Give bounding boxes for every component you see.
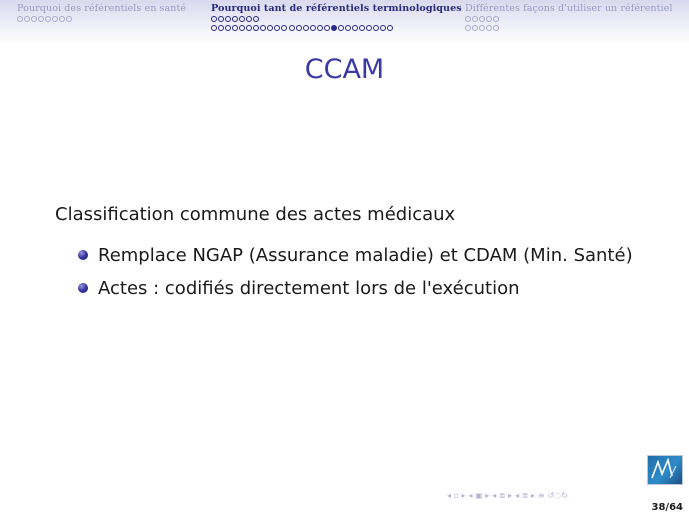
nav-frame-dot[interactable] bbox=[479, 25, 485, 31]
nav-frame-dot[interactable] bbox=[289, 25, 295, 31]
intro-text: Classification commune des actes médicaux bbox=[55, 204, 456, 225]
nav-frame-dot[interactable] bbox=[45, 16, 51, 22]
nav-dots-row bbox=[17, 16, 186, 24]
nav-frame-dot[interactable] bbox=[387, 25, 393, 31]
nav-section-title[interactable]: Différentes façons d'utiliser un référentiel bbox=[465, 3, 673, 14]
nav-frame-dot[interactable] bbox=[338, 25, 344, 31]
nav-frame-dot[interactable] bbox=[31, 16, 37, 22]
nav-prev-section-icon[interactable]: ◂ ≣ ▸ bbox=[515, 490, 535, 500]
slide-title: CCAM bbox=[304, 54, 385, 85]
nav-frame-dot[interactable] bbox=[274, 25, 280, 31]
nav-frame-dot[interactable] bbox=[211, 25, 217, 31]
nav-frame-dot[interactable] bbox=[373, 25, 379, 31]
nav-frame-dot[interactable] bbox=[211, 16, 217, 22]
nav-frame-dot[interactable] bbox=[324, 25, 330, 31]
nav-frame-dot[interactable] bbox=[296, 25, 302, 31]
nav-frame-dot[interactable] bbox=[472, 16, 478, 22]
nav-frame-dot[interactable] bbox=[493, 16, 499, 22]
nav-section-pourquoi-referentiels[interactable] bbox=[17, 3, 186, 24]
nav-frame-dot[interactable] bbox=[352, 25, 358, 31]
nav-frame-dot[interactable] bbox=[225, 16, 231, 22]
bullet-ball-icon bbox=[78, 250, 88, 260]
nav-frame-dot[interactable] bbox=[486, 16, 492, 22]
bullet-list bbox=[78, 243, 638, 309]
nav-search-icon[interactable]: ↺◌↻ bbox=[547, 490, 568, 500]
nav-frame-dot[interactable] bbox=[493, 25, 499, 31]
nav-frame-dot[interactable] bbox=[239, 16, 245, 22]
bullet-text: Remplace NGAP (Assurance maladie) et CDAM (Min. Santé) bbox=[98, 245, 633, 266]
nav-dots-row bbox=[465, 16, 673, 24]
nav-dots-row bbox=[211, 16, 462, 24]
nav-frame-dot[interactable] bbox=[465, 25, 471, 31]
nav-frame-dot[interactable] bbox=[232, 16, 238, 22]
nav-frame-dot[interactable] bbox=[253, 25, 259, 31]
logo-emblem-icon bbox=[648, 456, 682, 484]
nav-frame-dot[interactable] bbox=[59, 16, 65, 22]
nav-frame-dot[interactable] bbox=[486, 25, 492, 31]
nav-prev-frame-icon[interactable]: ◂ ▣ ▸ bbox=[468, 490, 490, 500]
nav-frame-dot[interactable] bbox=[38, 16, 44, 22]
nav-frame-dot[interactable] bbox=[366, 25, 372, 31]
nav-section-pourquoi-tant[interactable] bbox=[211, 3, 462, 33]
nav-frame-dot[interactable] bbox=[479, 16, 485, 22]
nav-align-icon[interactable]: ≡ bbox=[537, 490, 545, 500]
nav-prev-subsection-icon[interactable]: ◂ ≣ ▸ bbox=[492, 490, 513, 500]
nav-first-icon[interactable]: ◂ ▫ ▸ bbox=[447, 490, 466, 500]
nav-frame-dot[interactable] bbox=[260, 25, 266, 31]
nav-frame-dot[interactable] bbox=[52, 16, 58, 22]
nav-section-title[interactable]: Pourquoi tant de référentiels terminologiques bbox=[211, 3, 462, 14]
nav-section-title[interactable]: Pourquoi des référentiels en santé bbox=[17, 3, 187, 14]
nav-frame-dot[interactable] bbox=[303, 25, 309, 31]
nav-section-differentes-facons[interactable] bbox=[465, 3, 673, 33]
nav-frame-dot[interactable] bbox=[253, 16, 259, 22]
institution-logo-icon bbox=[647, 455, 683, 485]
nav-frame-dot[interactable] bbox=[317, 25, 323, 31]
nav-dots-row bbox=[211, 25, 462, 33]
page-number: 38/64 bbox=[651, 502, 683, 513]
bullet-text: Actes : codifiés directement lors de l'exécution bbox=[98, 278, 520, 299]
nav-frame-dot[interactable] bbox=[246, 25, 252, 31]
nav-frame-dot[interactable] bbox=[17, 16, 23, 22]
nav-frame-dot[interactable] bbox=[225, 25, 231, 31]
nav-frame-dot[interactable] bbox=[310, 25, 316, 31]
nav-frame-dot[interactable] bbox=[232, 25, 238, 31]
nav-frame-dot[interactable] bbox=[345, 25, 351, 31]
nav-frame-dot[interactable] bbox=[359, 25, 365, 31]
nav-frame-dot[interactable] bbox=[472, 25, 478, 31]
nav-frame-dot[interactable] bbox=[239, 25, 245, 31]
bullet-item bbox=[78, 276, 638, 301]
beamer-navigation-symbols bbox=[447, 490, 687, 500]
navigation-header bbox=[0, 0, 689, 44]
nav-frame-dot[interactable] bbox=[465, 16, 471, 22]
nav-frame-dot[interactable] bbox=[331, 25, 337, 31]
nav-frame-dot[interactable] bbox=[66, 16, 72, 22]
nav-frame-dot[interactable] bbox=[24, 16, 30, 22]
bullet-item bbox=[78, 243, 638, 268]
nav-frame-dot[interactable] bbox=[218, 25, 224, 31]
nav-dots-row bbox=[465, 25, 673, 33]
bullet-ball-icon bbox=[78, 283, 88, 293]
nav-frame-dot[interactable] bbox=[281, 25, 287, 31]
nav-frame-dot[interactable] bbox=[218, 16, 224, 22]
nav-frame-dot[interactable] bbox=[246, 16, 252, 22]
nav-frame-dot[interactable] bbox=[267, 25, 273, 31]
nav-frame-dot[interactable] bbox=[380, 25, 386, 31]
